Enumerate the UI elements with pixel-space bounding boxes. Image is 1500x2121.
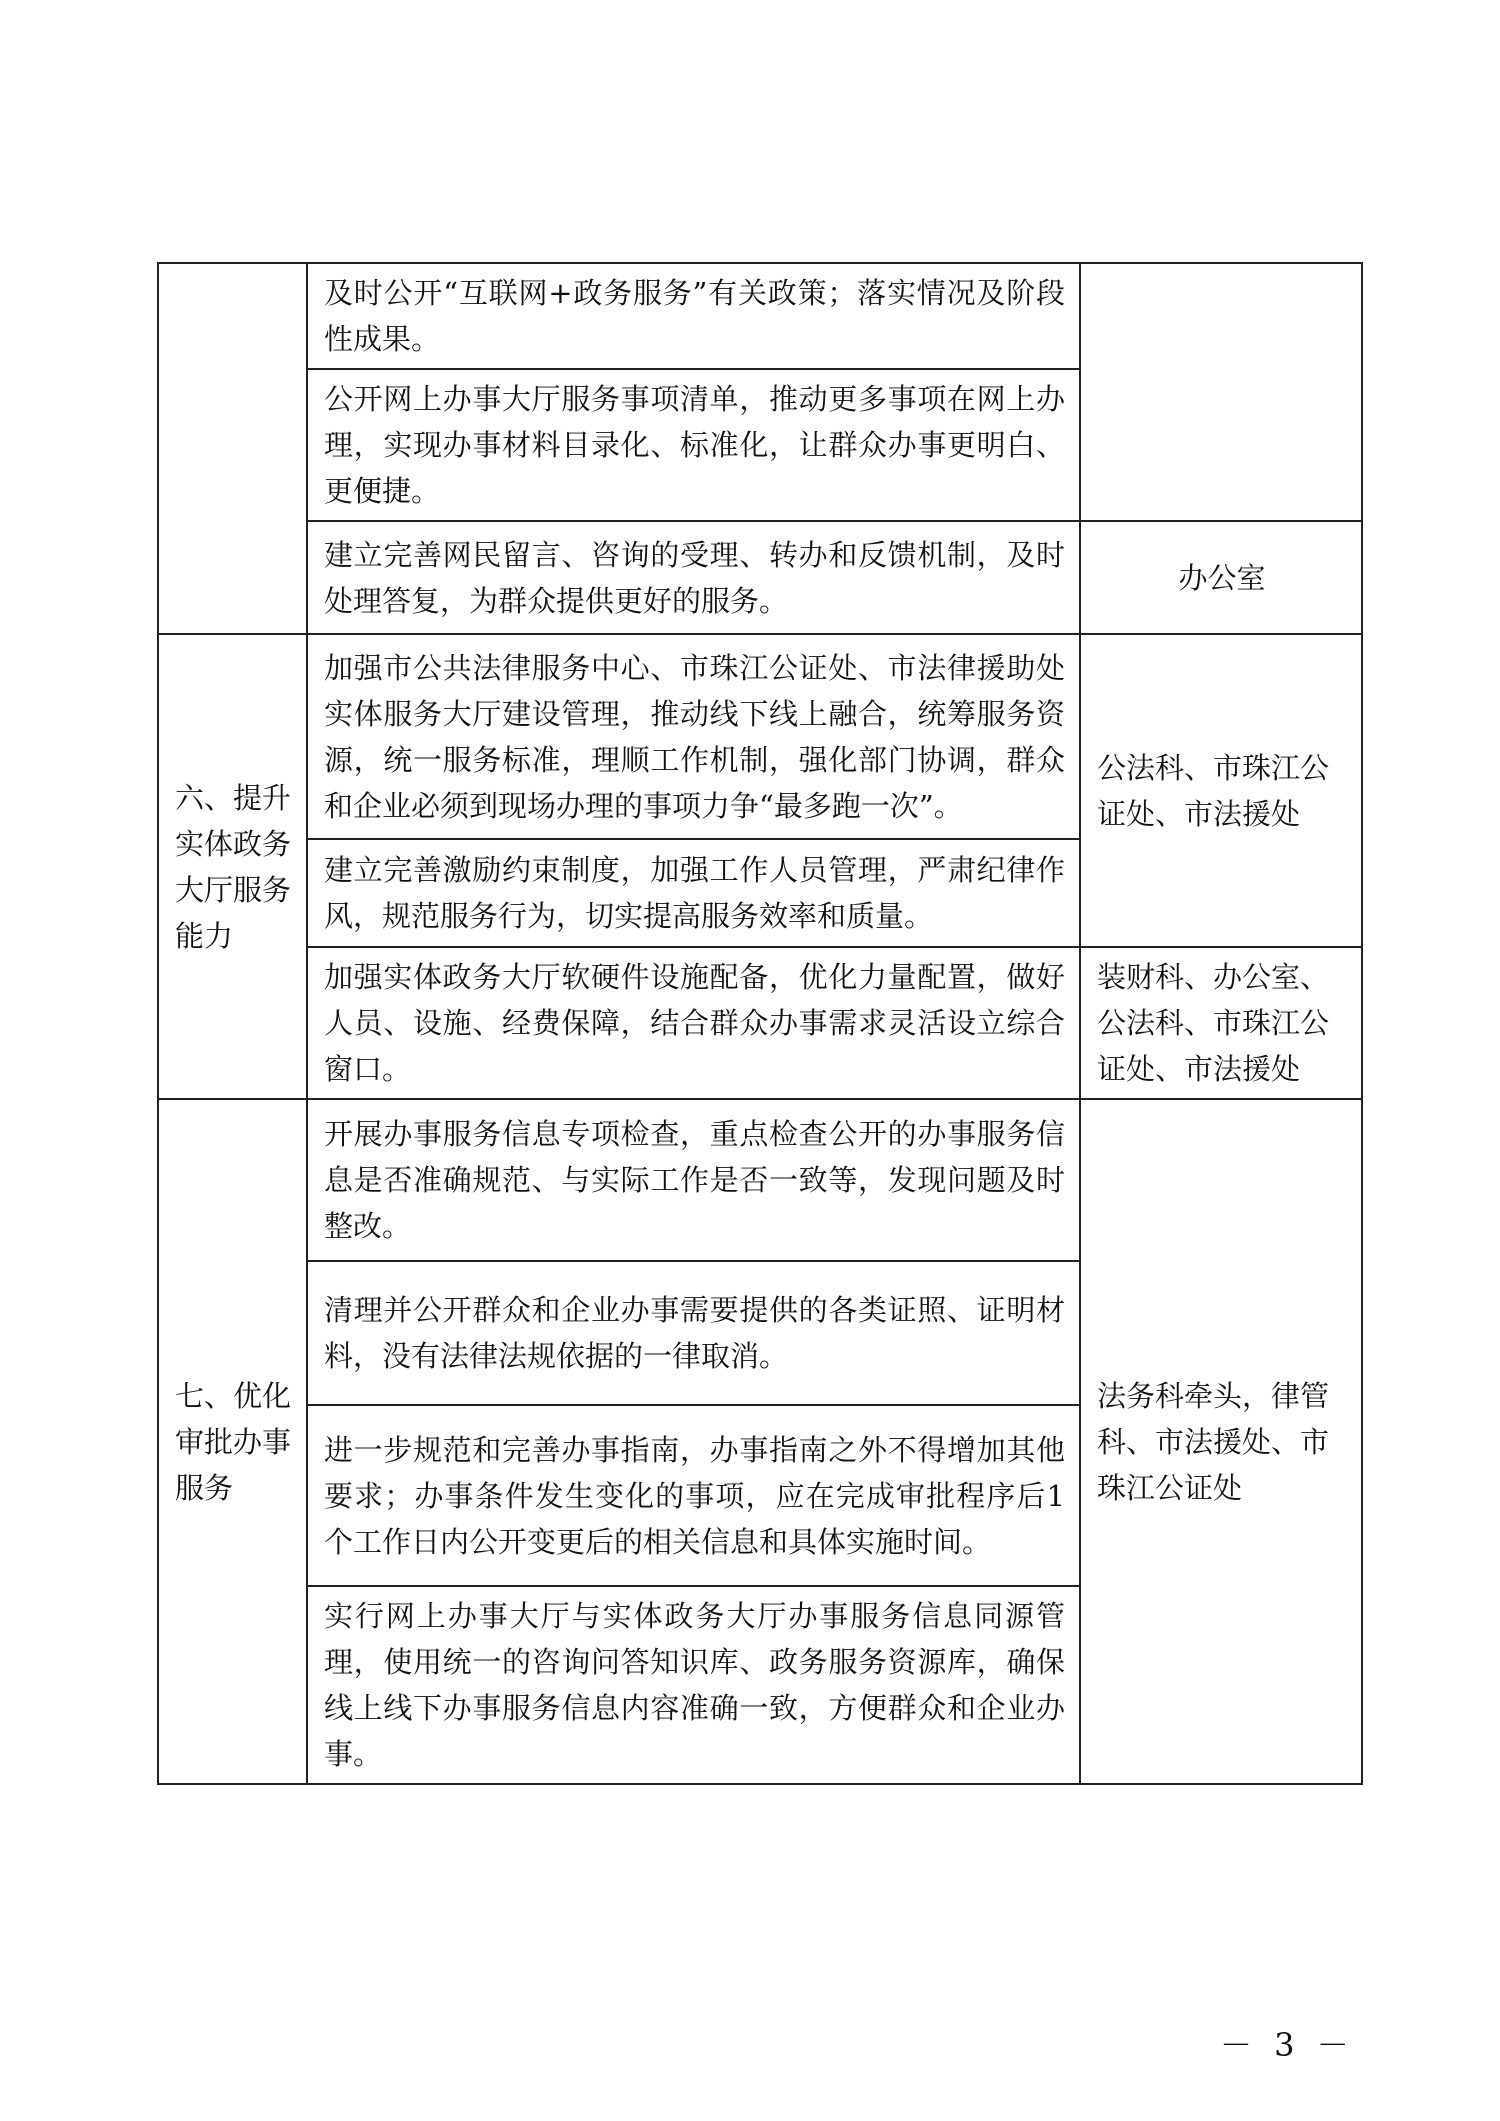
category-cell: 七、优化审批办事服务 xyxy=(158,1099,307,1784)
responsible-cell-continued xyxy=(1080,263,1362,521)
task-description: 建立完善激励约束制度，加强工作人员管理，严肃纪律作风，规范服务行为，切实提高服务效率和质量。 xyxy=(307,839,1080,947)
page-number: － 3 － xyxy=(1220,2026,1355,2064)
task-table xyxy=(157,262,1363,1785)
task-description: 实行网上办事大厅与实体政务大厅办事服务信息同源管理，使用统一的咨询问答知识库、政务服务资源库，确保线上线下办事服务信息内容准确一致，方便群众和企业办事。 xyxy=(307,1586,1080,1784)
task-description: 清理并公开群众和企业办事需要提供的各类证照、证明材料，没有法律法规依据的一律取消。 xyxy=(307,1261,1080,1405)
task-description: 开展办事服务信息专项检查，重点检查公开的办事服务信息是否准确规范、与实际工作是否一致等，发现问题及时整改。 xyxy=(307,1099,1080,1261)
responsible-unit: 办公室 xyxy=(1080,521,1362,634)
category-cell: 六、提升实体政务大厅服务能力 xyxy=(158,634,307,1099)
task-description: 进一步规范和完善办事指南，办事指南之外不得增加其他要求；办事条件发生变化的事项，应在完成审批程序后1个工作日内公开变更后的相关信息和具体实施时间。 xyxy=(307,1405,1080,1586)
task-description: 建立完善网民留言、咨询的受理、转办和反馈机制，及时处理答复，为群众提供更好的服务。 xyxy=(307,521,1080,634)
category-cell-continued xyxy=(158,263,307,634)
table-row xyxy=(158,947,1362,1099)
task-description: 公开网上办事大厅服务事项清单，推动更多事项在网上办理，实现办事材料目录化、标准化，让群众办事更明白、更便捷。 xyxy=(307,369,1080,521)
table-row xyxy=(158,263,1362,369)
task-description: 及时公开“互联网+政务服务”有关政策；落实情况及阶段性成果。 xyxy=(307,263,1080,369)
responsible-unit: 公法科、市珠江公证处、市法援处 xyxy=(1080,634,1362,947)
responsible-unit: 法务科牵头，律管科、市法援处、市珠江公证处 xyxy=(1080,1099,1362,1784)
table-row xyxy=(158,1099,1362,1261)
task-description: 加强市公共法律服务中心、市珠江公证处、市法律援助处实体服务大厅建设管理，推动线下线上融合，统筹服务资源，统一服务标准，理顺工作机制，强化部门协调，群众和企业必须到现场办理的事项力争“最多跑一次”。 xyxy=(307,634,1080,839)
table-row xyxy=(158,634,1362,839)
task-description: 加强实体政务大厅软硬件设施配备，优化力量配置，做好人员、设施、经费保障，结合群众办事需求灵活设立综合窗口。 xyxy=(307,947,1080,1099)
table-row xyxy=(158,521,1362,634)
responsible-unit: 装财科、办公室、公法科、市珠江公证处、市法援处 xyxy=(1080,947,1362,1099)
